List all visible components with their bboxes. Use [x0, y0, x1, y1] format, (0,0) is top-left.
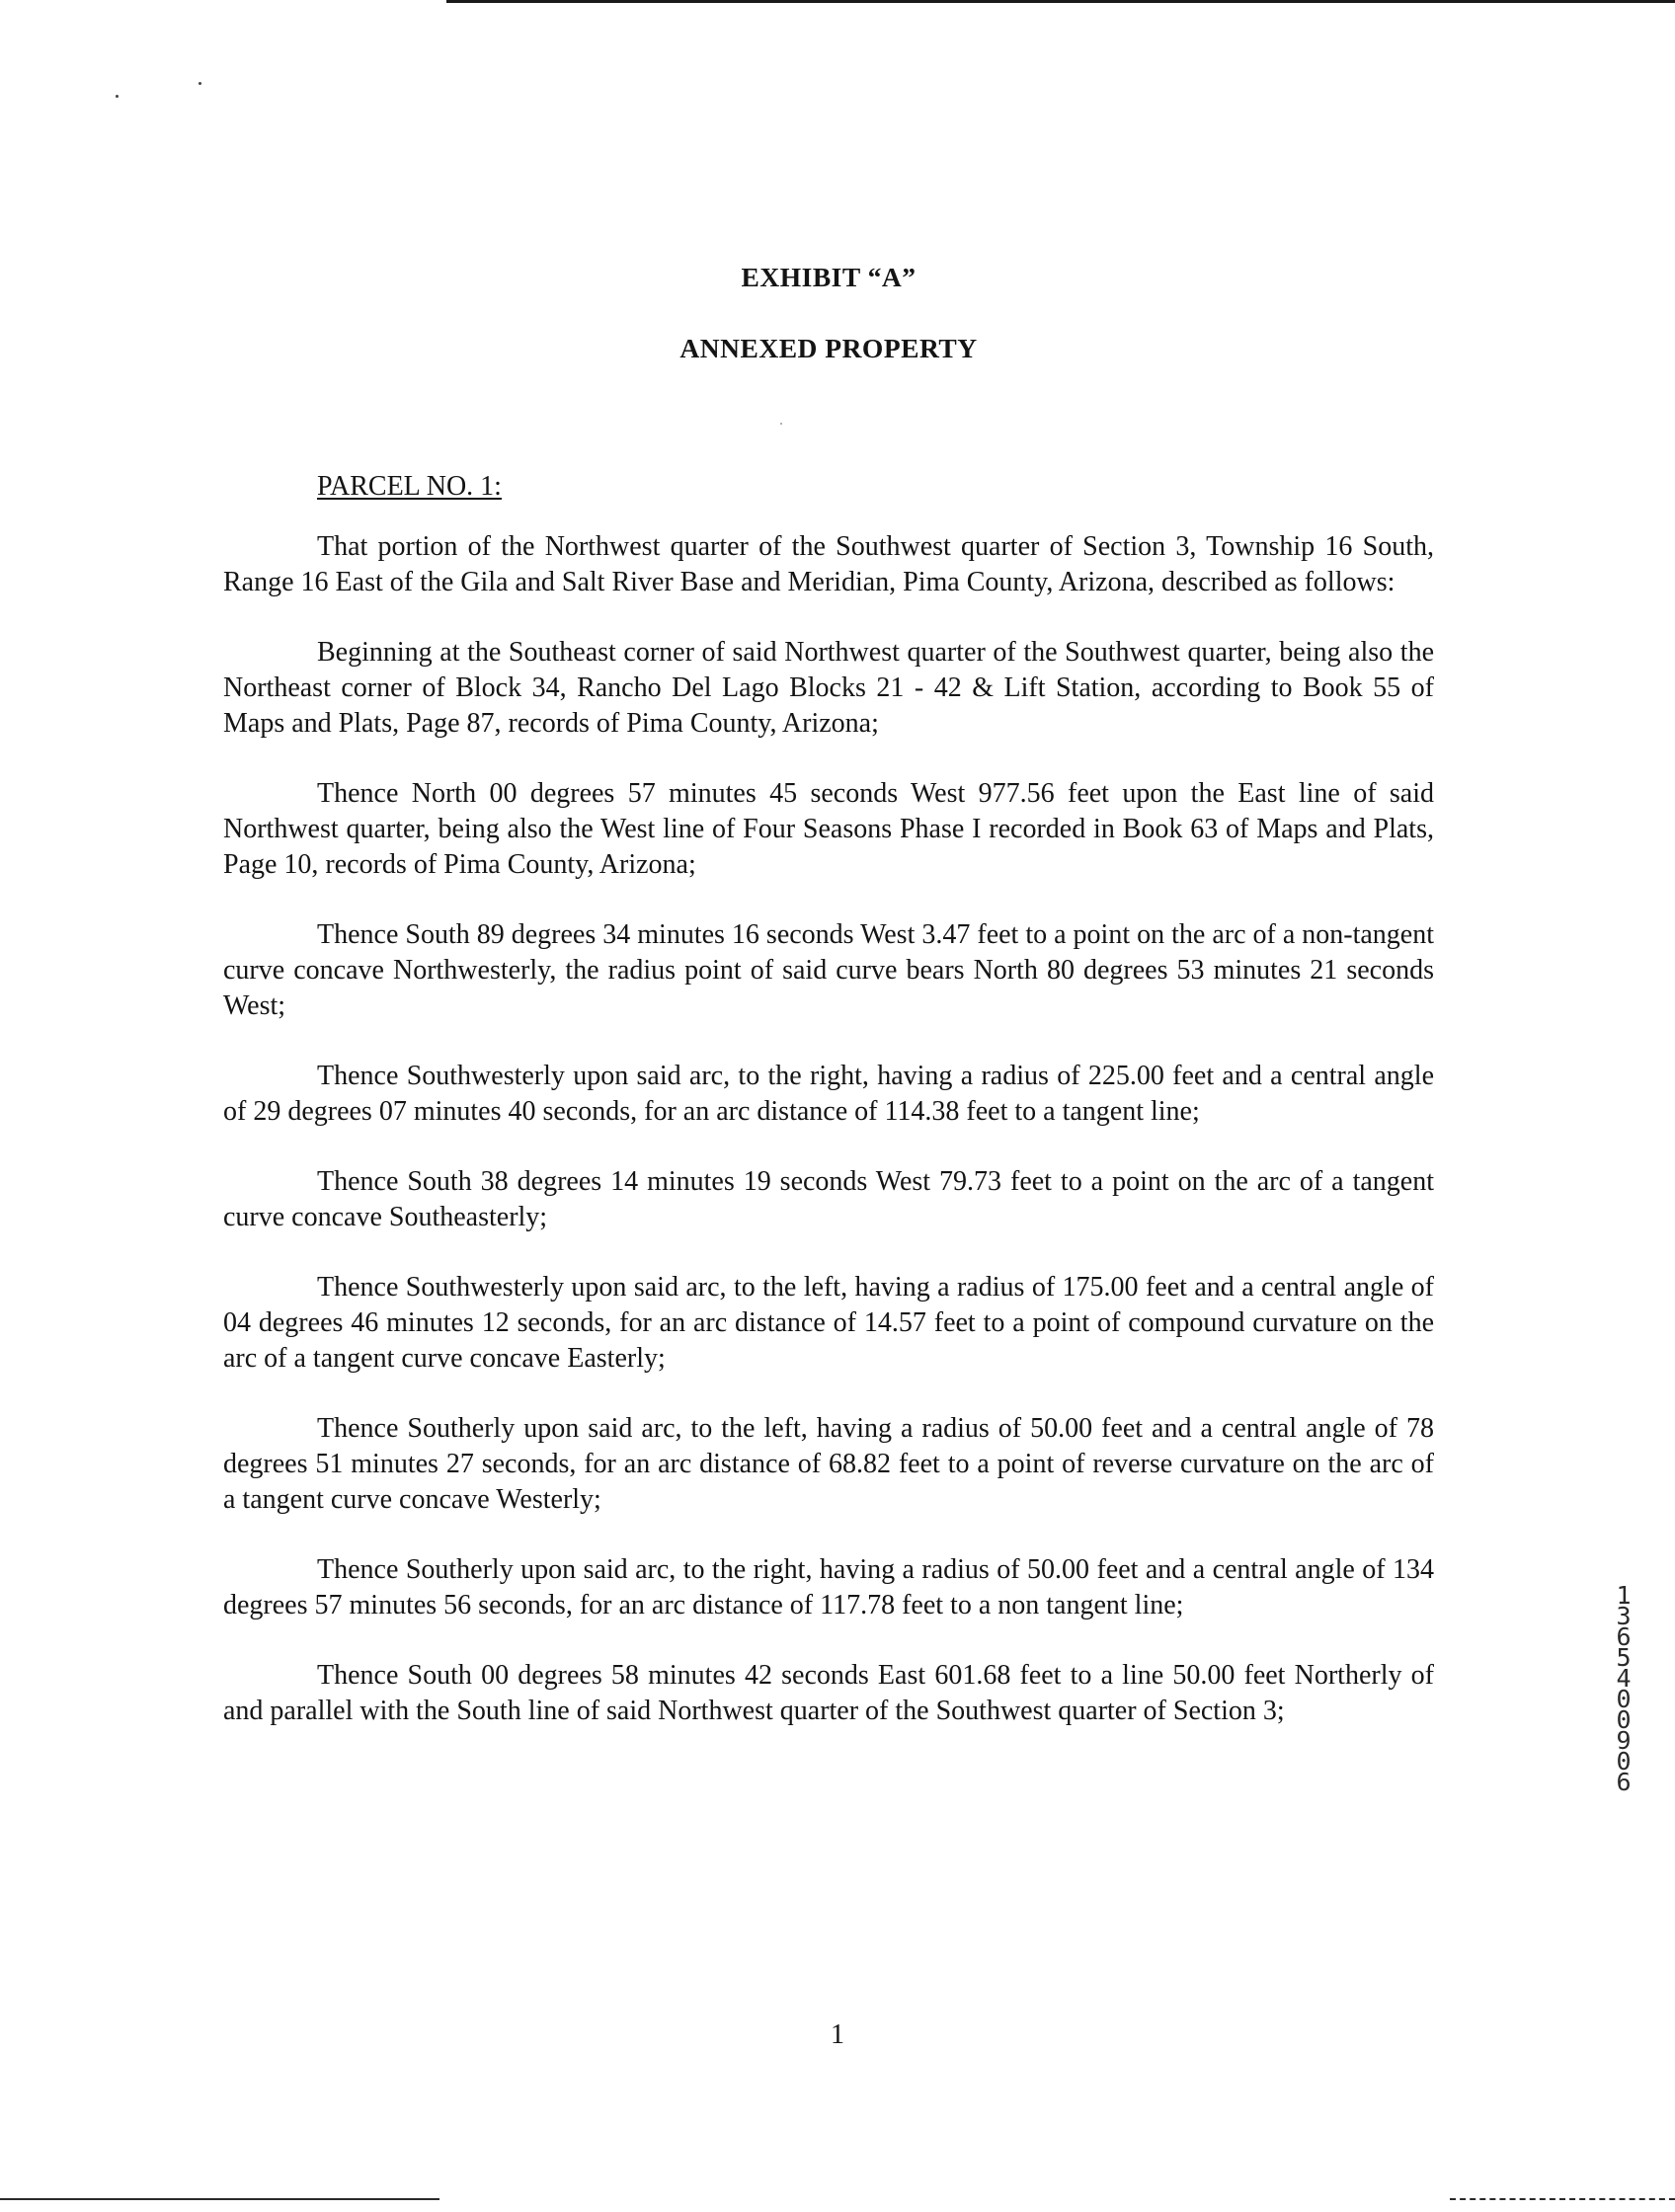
- legal-description-paragraph: Thence Southerly upon said arc, to the left, having a radius of 50.00 feet and a central angle of 78 degrees 51 minutes 27 seconds, for an arc distance of 68.82 feet to a point of reverse curvature on the arc of a tangent curve concave Westerly;: [223, 1413, 1434, 1515]
- exhibit-title: EXHIBIT “A”: [741, 262, 917, 292]
- bottom-border-line-dashed: [1450, 2198, 1675, 2200]
- legal-description-paragraph: Thence North 00 degrees 57 minutes 45 seconds West 977.56 feet upon the East line of said Northwest quarter, being also the West line of Four Seasons Phase I recorded in Book 63 of Maps and Plats, Page 10, records of Pima County, Arizona;: [223, 778, 1434, 880]
- exhibit-subtitle: ANNEXED PROPERTY: [679, 333, 978, 363]
- legal-description-paragraph: Thence South 38 degrees 14 minutes 19 seconds West 79.73 feet to a point on the arc of a tangent curve concave Southeasterly;: [223, 1166, 1434, 1232]
- scan-speck: [116, 95, 119, 98]
- scan-speck: [199, 82, 201, 85]
- parcel-heading: PARCEL NO. 1:: [317, 471, 502, 502]
- legal-description-paragraph: That portion of the Northwest quarter of the Southwest quarter of Section 3, Township 16 South, Range 16 East of the Gila and Salt River Base and Meridian, Pima County, Arizona, described as follows:: [223, 531, 1434, 597]
- legal-description-paragraph: Thence South 00 degrees 58 minutes 42 seconds East 601.68 feet to a line 50.00 feet Northerly of and parallel with the South line of said Northwest quarter of the Southwest quarter of Section 3;: [223, 1660, 1434, 1726]
- legal-description-paragraph: Thence South 89 degrees 34 minutes 16 seconds West 3.47 feet to a point on the arc of a non-tangent curve concave Northwesterly, the radius point of said curve bears North 80 degrees 53 minutes 21 seconds West;: [223, 919, 1434, 1021]
- page-number: 1: [831, 2019, 844, 2050]
- bottom-border-line: [0, 2198, 439, 2200]
- legal-description-paragraph: Beginning at the Southeast corner of said Northwest quarter of the Southwest quarter, being also the Northeast corner of Block 34, Rancho Del Lago Blocks 21 - 42 & Lift Station, according to Book 55 of Maps and Plats, Page 87, records of Pima County, Arizona;: [223, 637, 1434, 739]
- legal-description-paragraph: Thence Southwesterly upon said arc, to the right, having a radius of 225.00 feet and a central angle of 29 degrees 07 minutes 40 seconds, for an arc distance of 114.38 feet to a tangent line;: [223, 1061, 1434, 1127]
- recording-number: 13654 00906: [1616, 1581, 1632, 1796]
- legal-description-paragraph: Thence Southwesterly upon said arc, to the left, having a radius of 175.00 feet and a central angle of 04 degrees 46 minutes 12 seconds, for an arc distance of 14.57 feet to a point of compound curvature on the arc of a tangent curve concave Easterly;: [223, 1272, 1434, 1374]
- top-border-line: [446, 0, 1675, 3]
- legal-description-paragraph: Thence Southerly upon said arc, to the right, having a radius of 50.00 feet and a central angle of 134 degrees 57 minutes 56 seconds, for an arc distance of 117.78 feet to a non tangent line;: [223, 1554, 1434, 1620]
- document-page: [223, 259, 1434, 1729]
